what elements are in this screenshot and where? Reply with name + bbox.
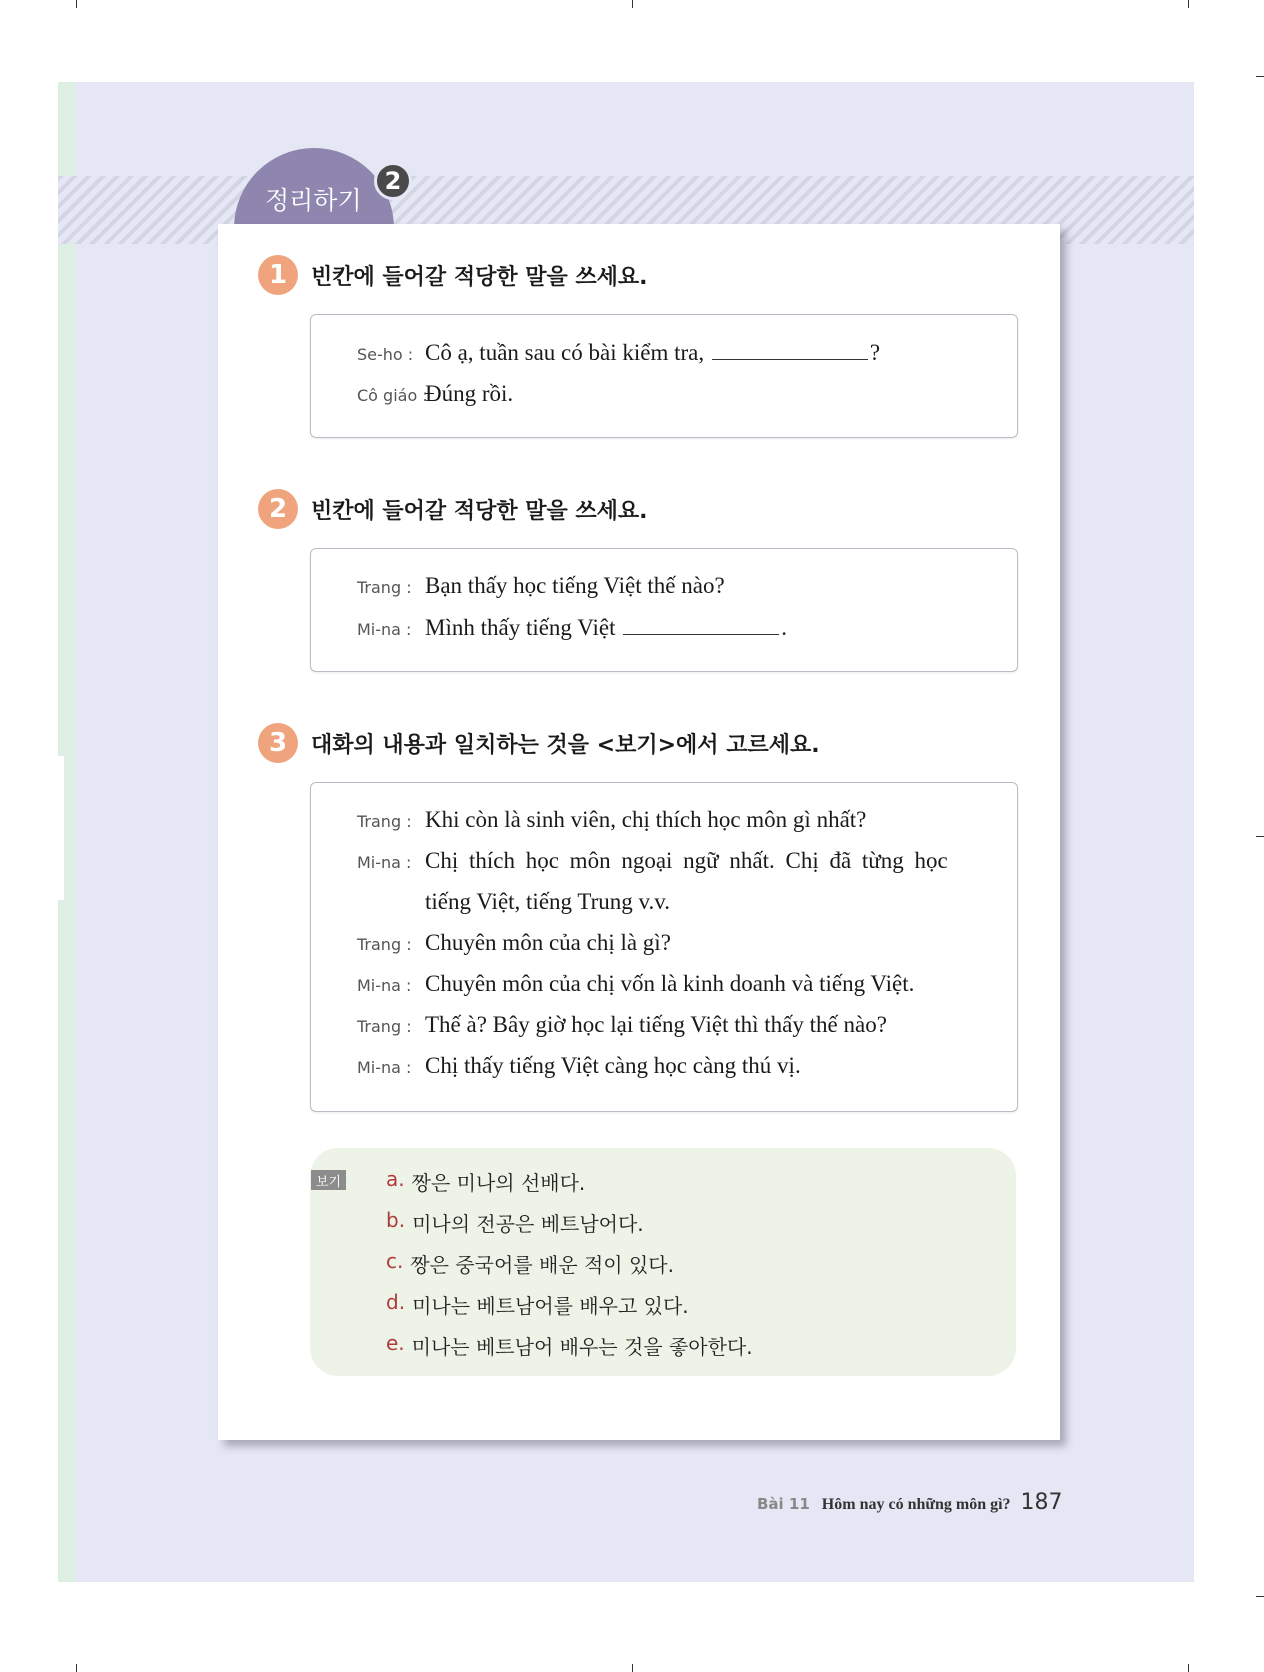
option-letter: b. <box>386 1208 406 1232</box>
question-instruction: 대화의 내용과 일치하는 것을 <보기>에서 고르세요. <box>311 732 820 758</box>
option-text: 짱은 미나의 선배다. <box>411 1171 586 1195</box>
dialogue-line <box>357 848 948 874</box>
option-letter: d. <box>386 1290 406 1314</box>
dialogue-line <box>357 1012 887 1038</box>
speaker-label: Mi-na : <box>357 976 412 995</box>
dialogue-box-1 <box>310 314 1018 438</box>
section-title: 정리하기 <box>265 186 362 215</box>
dialogue-line <box>357 930 671 956</box>
crop-mark <box>1256 836 1264 837</box>
dialogue-box-3 <box>310 782 1018 1112</box>
crop-mark <box>76 1664 77 1672</box>
page-number: 187 <box>1020 1490 1063 1515</box>
dialogue-box-2 <box>310 548 1018 672</box>
question-number-badge: 3 <box>258 723 298 763</box>
crop-mark <box>1256 1596 1264 1597</box>
answer-blank[interactable] <box>712 339 868 360</box>
option-text: 짱은 중국어를 배운 적이 있다. <box>410 1253 674 1277</box>
question-2-heading <box>258 489 648 529</box>
utterance: tiếng Việt, tiếng Trung v.v. <box>425 889 671 914</box>
option-text: 미나의 전공은 베트남어다. <box>412 1212 644 1236</box>
dialogue-line <box>357 889 670 915</box>
dialogue-line <box>357 573 725 599</box>
question-3-heading <box>258 723 820 763</box>
utterance-text-end: ? <box>869 340 881 365</box>
example-tag: 보기 <box>311 1170 346 1190</box>
utterance-text: Mình thấy tiếng Việt <box>425 615 616 640</box>
utterance: Chuyên môn của chị là gì? <box>425 930 671 955</box>
example-item <box>386 1331 753 1360</box>
utterance-text: Cô ạ, tuần sau có bài kiểm tra, <box>425 340 705 365</box>
question-number-badge: 1 <box>258 255 298 295</box>
speaker-label: Trang : <box>357 812 412 831</box>
utterance: Chị thích học môn ngoại ngữ nhất. Chị đã từng học <box>425 848 948 873</box>
speaker-label: Mi-na : <box>357 853 412 872</box>
dialogue-line <box>357 381 513 407</box>
speaker-label: Mi-na : <box>357 620 412 639</box>
speaker-label: Mi-na : <box>357 1058 412 1077</box>
option-letter: a. <box>386 1167 405 1191</box>
question-instruction: 빈칸에 들어갈 적당한 말을 쓰세요. <box>311 264 648 290</box>
section-number-badge: 2 <box>374 162 412 200</box>
speaker-label: Se-ho : <box>357 345 414 364</box>
answer-blank[interactable] <box>623 614 779 635</box>
example-item <box>386 1208 644 1237</box>
dialogue-line <box>357 339 880 366</box>
lesson-title: Hôm nay có những môn gì? <box>821 1496 1011 1513</box>
page-footer <box>757 1490 1063 1515</box>
question-1-heading <box>258 255 648 295</box>
utterance: Khi còn là sinh viên, chị thích học môn gì nhất? <box>425 807 867 832</box>
lesson-number: Bài 11 <box>757 1495 810 1513</box>
example-item <box>386 1290 689 1319</box>
option-text: 미나는 베트남어를 배우고 있다. <box>412 1294 689 1318</box>
speaker-label: Trang : <box>357 578 412 597</box>
utterance-text-end: . <box>781 615 787 640</box>
speaker-label: Trang : <box>357 935 412 954</box>
crop-mark <box>632 0 633 8</box>
question-instruction: 빈칸에 들어갈 적당한 말을 쓰세요. <box>311 498 648 524</box>
dialogue-line <box>357 807 866 833</box>
crop-mark <box>632 1664 633 1672</box>
speaker-label: Cô giáo : <box>357 386 428 405</box>
example-item <box>386 1249 674 1278</box>
option-letter: c. <box>386 1249 404 1273</box>
dialogue-line <box>357 971 914 997</box>
question-number-badge: 2 <box>258 489 298 529</box>
utterance: Đúng rồi. <box>425 381 514 406</box>
crop-mark <box>76 0 77 8</box>
crop-mark <box>1256 76 1264 77</box>
left-margin-notch <box>58 756 64 900</box>
crop-mark <box>1188 0 1189 8</box>
utterance: Chuyên môn của chị vốn là kinh doanh và tiếng Việt. <box>425 971 915 996</box>
example-item <box>386 1167 585 1196</box>
utterance: Chị thấy tiếng Việt càng học càng thú vị. <box>425 1053 801 1078</box>
speaker-label: Trang : <box>357 1017 412 1036</box>
utterance: Thế à? Bây giờ học lại tiếng Việt thì thấy thế nào? <box>425 1012 887 1037</box>
utterance <box>425 339 880 366</box>
dialogue-line <box>357 614 787 641</box>
dialogue-line <box>357 1053 801 1079</box>
crop-mark <box>1188 1664 1189 1672</box>
option-text: 미나는 베트남어 배우는 것을 좋아한다. <box>411 1335 753 1359</box>
utterance: Bạn thấy học tiếng Việt thế nào? <box>425 573 725 598</box>
option-letter: e. <box>386 1331 405 1355</box>
utterance <box>425 614 787 641</box>
